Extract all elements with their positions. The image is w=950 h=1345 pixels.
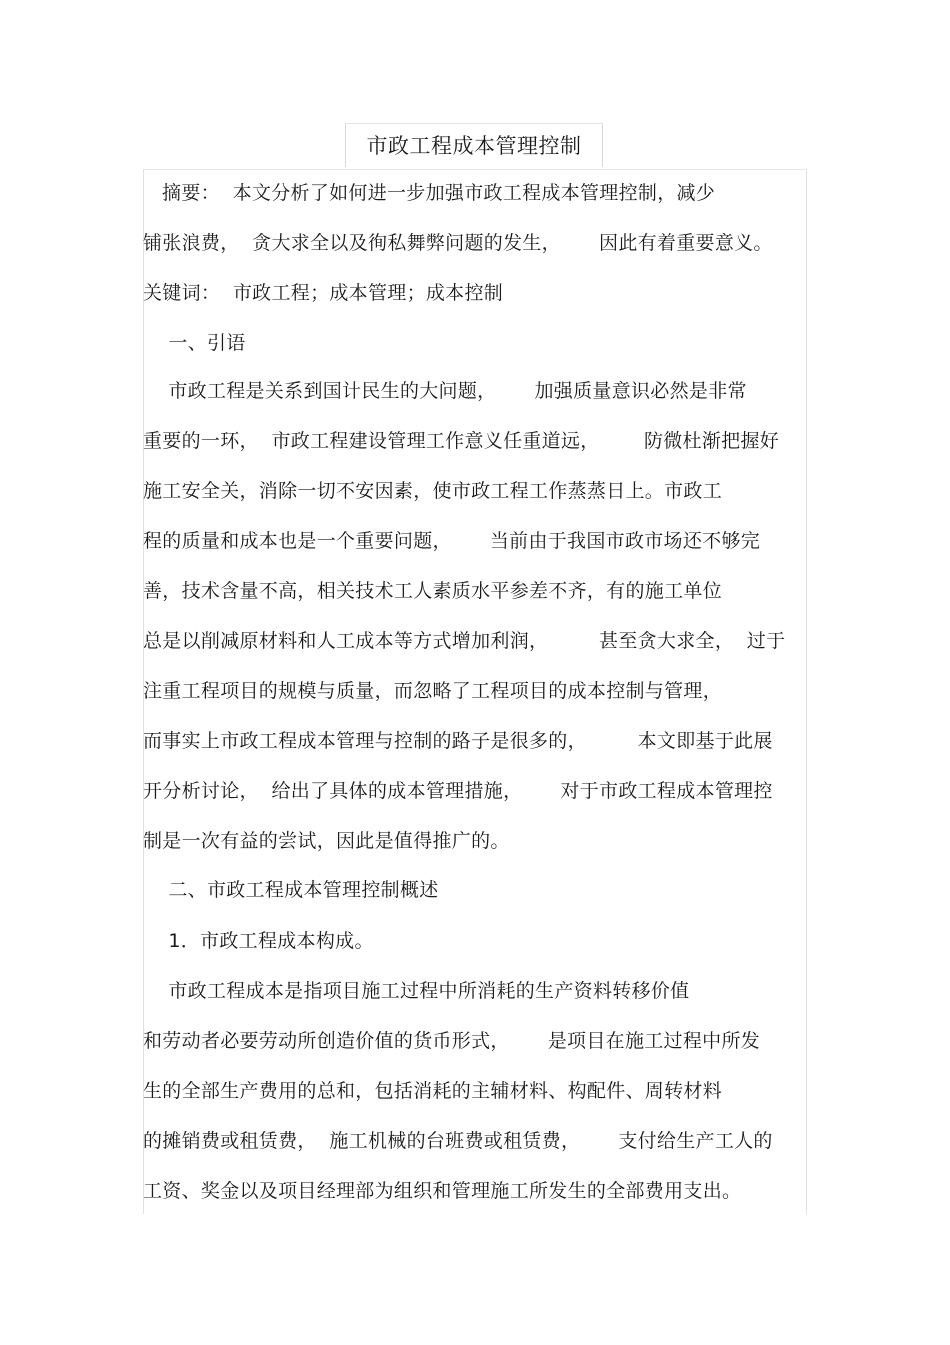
body-line: 注重工程项目的规模与质量，而忽略了工程项目的成本控制与管理， bbox=[143, 680, 723, 702]
body-line: 施工安全关，消除一切不安因素，使市政工程工作蒸蒸日上。市政工 bbox=[143, 480, 723, 502]
body-line: 善，技术含量不高，相关技术工人素质水平参差不齐，有的施工单位 bbox=[143, 580, 723, 602]
body-line: 生的全部生产费用的总和，包括消耗的主辅材料、构配件、周转材料 bbox=[143, 1080, 723, 1102]
section-heading-2: 二、市政工程成本管理控制概述 bbox=[143, 879, 439, 901]
body-line: 总是以削减原材料和人工成本等方式增加利润， 甚至贪大求全， 过于 bbox=[143, 630, 786, 652]
title-box bbox=[345, 123, 603, 167]
body-line: 制是一次有益的尝试，因此是值得推广的。 bbox=[143, 830, 510, 852]
body-line: 而事实上市政工程成本管理与控制的路子是很多的， 本文即基于此展 bbox=[143, 730, 773, 752]
abstract-line-2: 铺张浪费， 贪大求全以及徇私舞弊问题的发生， 因此有着重要意义。 bbox=[143, 232, 773, 254]
section-heading-1: 一、引语 bbox=[143, 332, 246, 354]
keywords-line: 关键词： 市政工程；成本管理；成本控制 bbox=[143, 282, 504, 304]
document-title: 市政工程成本管理控制 bbox=[366, 134, 582, 158]
body-line: 程的质量和成本也是一个重要问题， 当前由于我国市政市场还不够完 bbox=[143, 530, 761, 552]
abstract-line-1: 摘要： 本文分析了如何进一步加强市政工程成本管理控制，减少 bbox=[143, 182, 716, 204]
body-line: 和劳动者必要劳动所创造价值的货币形式， 是项目在施工过程中所发 bbox=[143, 1030, 761, 1052]
body-line: 市政工程成本是指项目施工过程中所消耗的生产资料转移价值 bbox=[143, 980, 690, 1002]
body-line: 工资、奖金以及项目经理部为组织和管理施工所发生的全部费用支出。 bbox=[143, 1180, 742, 1202]
body-line: 的摊销费或租赁费， 施工机械的台班费或租赁费， 支付给生产工人的 bbox=[143, 1130, 773, 1152]
body-line: 开分析讨论， 给出了具体的成本管理措施， 对于市政工程成本管理控 bbox=[143, 780, 773, 802]
body-line: 重要的一环， 市政工程建设管理工作意义任重道远， 防微杜渐把握好 bbox=[143, 430, 780, 452]
subsection-heading: 1．市政工程成本构成。 bbox=[143, 930, 374, 952]
body-line: 市政工程是关系到国计民生的大问题， 加强质量意识必然是非常 bbox=[143, 380, 747, 402]
